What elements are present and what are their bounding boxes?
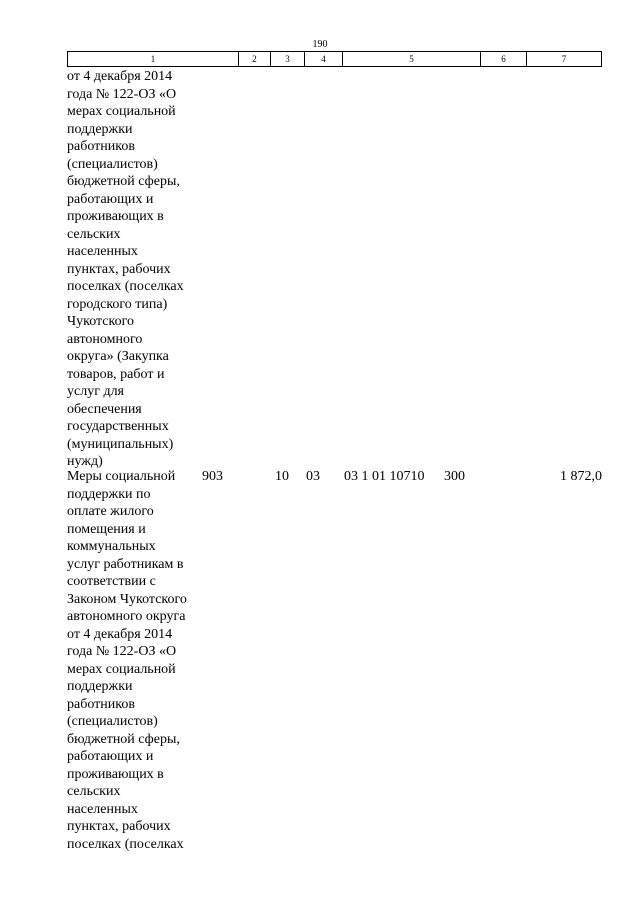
- row-1-name: от 4 декабря 2014 года № 122-ОЗ «О мерах социальной поддержки работников (специалистов) бюджетной сферы, работающих и проживающих в сельских населенных пунктах, рабочих поселках (поселках городского типа) Чукотского автономного округа» (Закупка товаров, работ и услуг для обеспечения государственных (муниципальных) нужд): [67, 69, 184, 469]
- row-2-expense-type: 300: [444, 469, 465, 484]
- column-header-1: 1: [68, 52, 239, 67]
- row-2-ministry: 903: [202, 469, 223, 484]
- row-2-target-article: 03 1 01 10710: [344, 469, 425, 484]
- column-header-2: 2: [239, 52, 271, 67]
- row-2-subsection: 03: [306, 469, 320, 484]
- column-header-5: 5: [343, 52, 481, 67]
- column-header-4: 4: [305, 52, 343, 67]
- column-header-row: [67, 51, 602, 67]
- column-header-6: 6: [481, 52, 527, 67]
- row-2-amount: 1 872,0: [560, 469, 602, 484]
- page-number: 190: [312, 39, 328, 50]
- row-2-name: Меры социальной поддержки по оплате жилого помещения и коммунальных услуг работникам в соответствии с Законом Чукотского автономного округа от 4 декабря 2014 года № 122-ОЗ «О мерах социальной поддержки работников (специалистов) бюджетной сферы, работающих и проживающих в сельских населенных пунктах, рабочих поселках (поселках: [67, 469, 187, 852]
- column-header-3: 3: [271, 52, 305, 67]
- column-header-7: 7: [527, 52, 602, 67]
- row-2-section: 10: [275, 469, 289, 484]
